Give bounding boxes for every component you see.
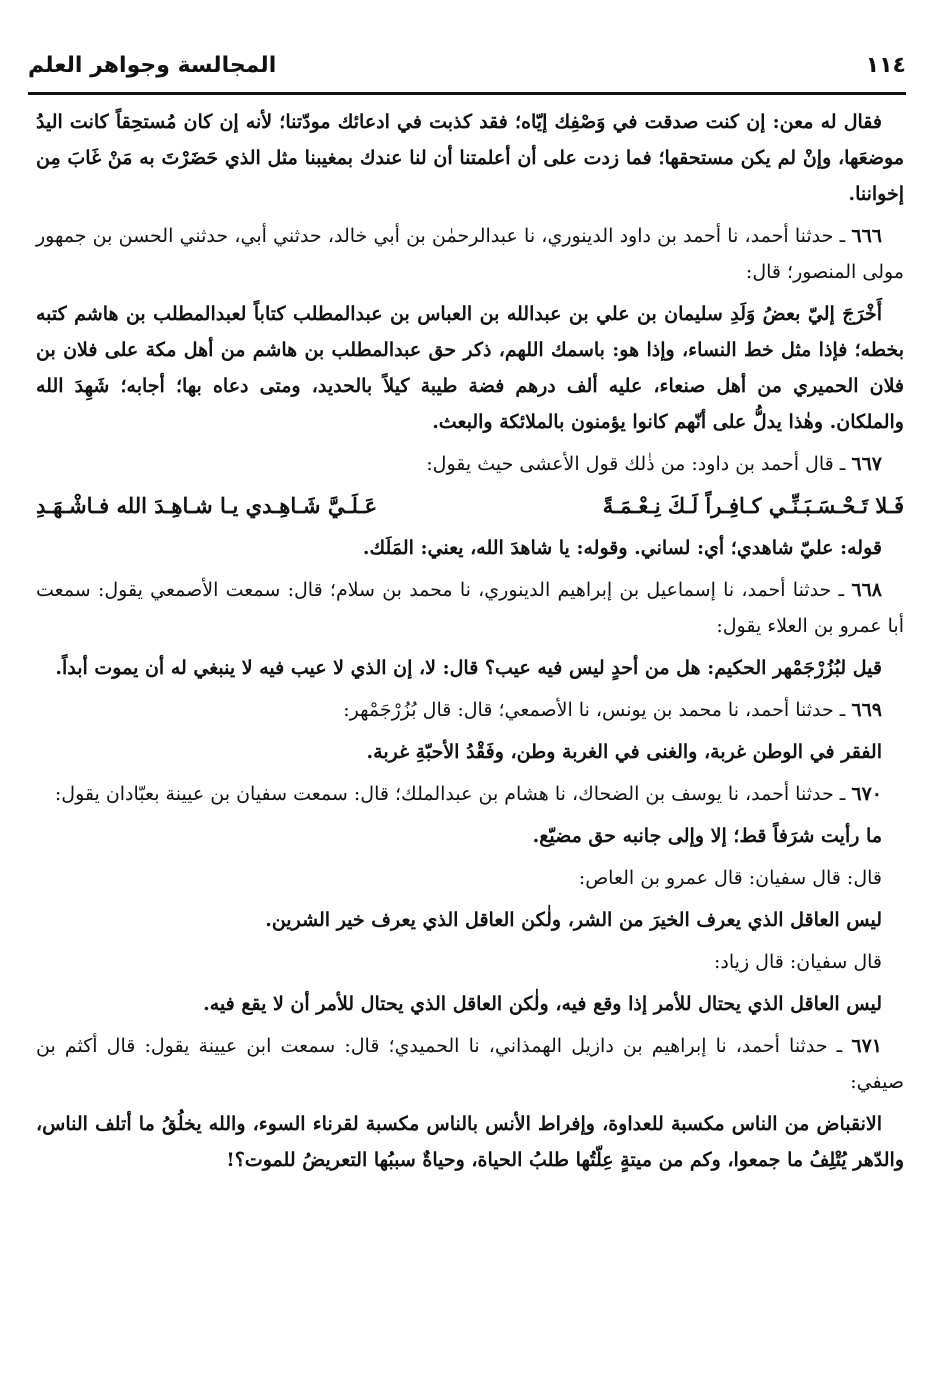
paragraph: قيل لبُزُرْجَمْهر الحكيم: هل من أحدٍ ليس فيه عيب؟ قال: لا، إن الذي لا عيب فيه لا ينبغي له أن يموت أبداً. <box>55 657 882 679</box>
verse-second-hemistich: عَـلَـيَّ شَـاهِـدي يـا شـاهِـدَ الله فـاشْـهَـدِ <box>36 493 378 518</box>
paragraph: ما رأيت شرَفاً قط؛ إلا وإلى جانبه حق مضيّع. <box>532 825 882 847</box>
verse-first-hemistich: فَـلا تَـحْـسَـبَـنِّـي كـافِـراً لَـكَ نِـعْـمَـةً <box>602 493 904 518</box>
narration-669 <box>36 692 904 728</box>
narration-670 <box>36 776 904 812</box>
paragraph: ليس العاقل الذي يعرف الخيرَ من الشر، ولٰكن العاقل الذي يعرف خير الشرين. <box>265 909 882 931</box>
page-number: ١١٤ <box>865 52 906 78</box>
book-title: المجالسة وجواهر العلم <box>28 52 277 78</box>
hadith-number: ٦٧١ <box>851 1035 882 1057</box>
page-header <box>28 44 906 86</box>
paragraph: قال سفيان: قال زياد: <box>714 951 882 973</box>
paragraph: ليس العاقل الذي يحتال للأمر إذا وقع فيه، ولٰكن العاقل الذي يحتال للأمر أن لا يقع فيه. <box>203 993 882 1015</box>
isnad-text: ـ قال أحمد بن داود: من ذٰلك قول الأعشى حيث يقول: <box>426 453 846 475</box>
narration-667 <box>36 446 904 482</box>
narration-671 <box>36 1028 904 1100</box>
isnad-text: ـ حدثنا أحمد، نا أحمد بن داود الدينوري، نا عبدالرحمٰن بن أبي خالد، حدثني أبي، حدثني الحسن بن جمهور مولى المنصور؛ قال: <box>36 225 904 283</box>
paragraph: فقال له معن: إن كنت صدقت في وَصْفِك إيّاه؛ فقد كذبت في ادعائك مودّتنا؛ لأنه إن كان مُستحِقاً كانت اليدُ موضعَها، وإنْ لم يكن مستحقها؛ فما زدت على أن أعلمتنا أن لنا عندك بمغيبنا مثل الذي حَضَرْتَ به مَنْ غَابَ مِن إخواننا. <box>36 111 904 205</box>
poetry-verse <box>36 488 904 524</box>
paragraph: الانقباض من الناس مكسبة للعداوة، وإفراط الأنس بالناس مكسبة لقرناء السوء، والله يخلُقُ ما أتلف الناس، والدّهر يُتْلِفُ ما جمعوا، وكم من ميتةٍ عِلّتُها طلبُ الحياة، وحياةٌ سببُها التعريضُ للموت؟! <box>36 1113 904 1171</box>
hadith-number: ٦٧٠ <box>851 783 882 805</box>
hadith-number: ٦٦٦ <box>851 225 882 247</box>
paragraph: قال: قال سفيان: قال عمرو بن العاص: <box>578 867 882 889</box>
paragraph: الفقر في الوطن غربة، والغنى في الغربة وطن، وفَقْدُ الأحبّةِ غربة. <box>366 741 882 763</box>
hadith-number: ٦٦٧ <box>851 453 882 475</box>
paragraph: قوله: عليّ شاهدي؛ أي: لساني. وقوله: يا شاهدَ الله، يعني: المَلَك. <box>362 537 882 559</box>
hadith-number: ٦٦٨ <box>851 579 882 601</box>
isnad-text: ـ حدثنا أحمد، نا يوسف بن الضحاك، نا هشام بن عبدالملك؛ قال: سمعت سفيان بن عيينة بعبّادان يقول: <box>54 783 846 805</box>
narration-666 <box>36 218 904 290</box>
header-rule <box>28 92 906 95</box>
isnad-text: ـ حدثنا أحمد، نا إسماعيل بن إبراهيم الدينوري، نا محمد بن سلام؛ قال: سمعت الأصمعي يقول: سمعت أبا عمرو بن العلاء يقول: <box>36 579 904 637</box>
isnad-text: ـ حدثنا أحمد، نا إبراهيم بن دازيل الهمذاني، نا الحميدي؛ قال: سمعت ابن عيينة يقول: قال أكثم بن صيفي: <box>36 1035 904 1093</box>
isnad-text: ـ حدثنا أحمد، نا محمد بن يونس، نا الأصمعي؛ قال: قال بُزُرْجَمْهر: <box>343 699 846 721</box>
narration-668 <box>36 572 904 644</box>
page-body <box>36 104 904 1184</box>
hadith-number: ٦٦٩ <box>851 699 882 721</box>
paragraph: أَخْرَجَ إليّ بعضُ وَلَدِ سليمان بن علي بن عبدالله بن العباس بن عبدالمطلب كتاباً لعبدالمطلب بن هاشم كتبه بخطه؛ فإذا مثل خط النساء، وإذا هو: باسمك اللهم، ذكر حق عبدالمطلب بن هاشم من أهل مكة على فلان بن فلان الحميري من أهل صنعاء، عليه ألف درهم فضة طيبة كيلاً بالحديد، ومتى دعاه بها؛ أجابه؛ شَهِدَ الله والملكان. وهٰذا يدلُّ على أنّهم كانوا يؤمنون بالملائكة والبعث. <box>36 303 904 433</box>
